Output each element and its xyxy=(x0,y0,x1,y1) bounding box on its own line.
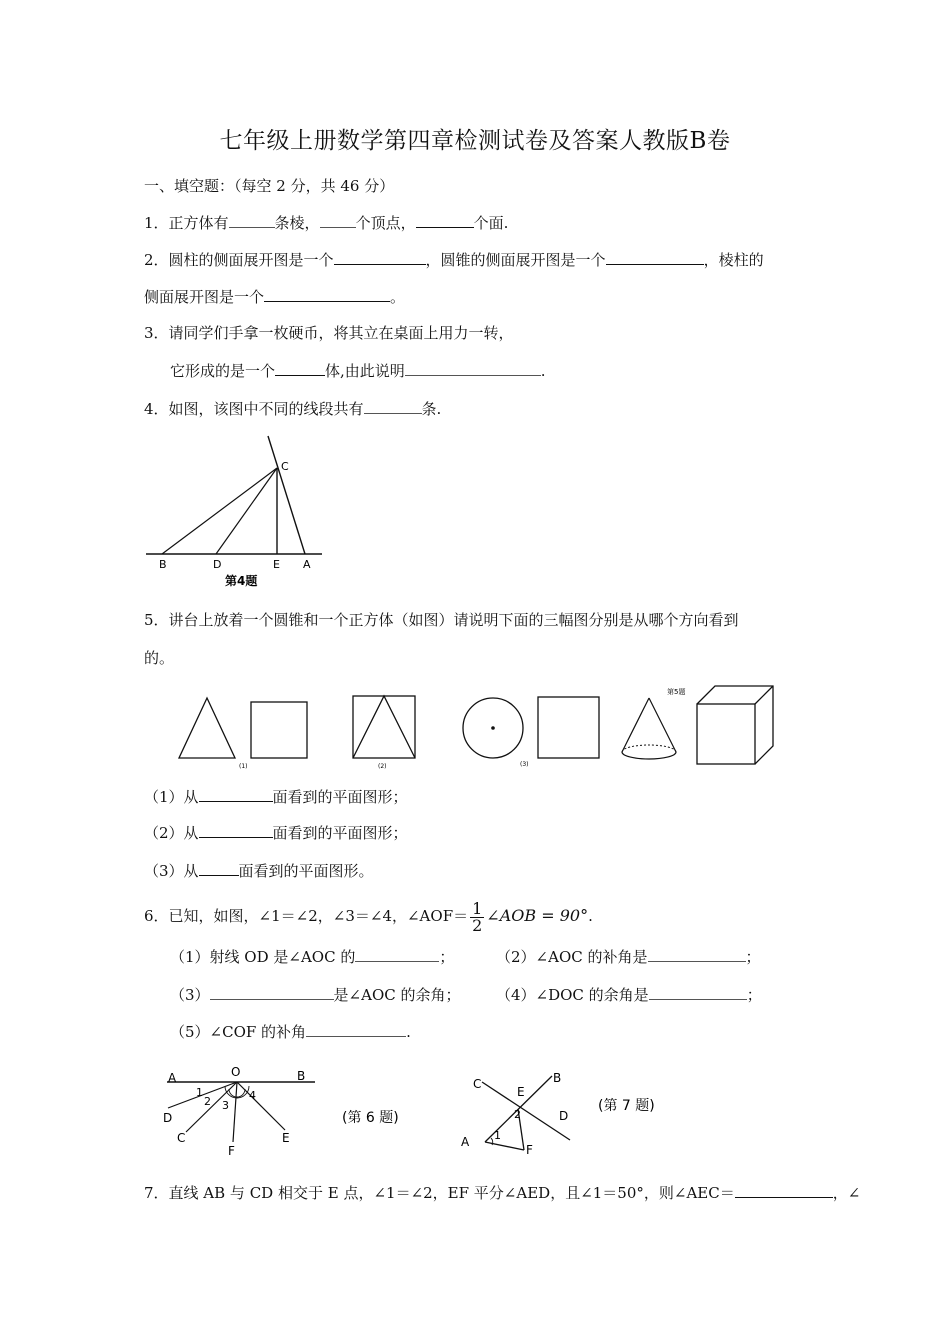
answer-blank[interactable] xyxy=(416,212,474,228)
answer-blank[interactable] xyxy=(405,360,541,376)
q1-text: 个顶点， xyxy=(355,214,416,232)
q1-text: 1．正方体有 xyxy=(144,214,229,232)
q5-part-text: （3）从 xyxy=(144,862,199,880)
q2-text: 2．圆柱的侧面展开图是一个 xyxy=(144,251,334,269)
question-6 xyxy=(144,896,593,936)
answer-blank[interactable] xyxy=(199,822,273,838)
q2-text: ，棱柱的 xyxy=(703,251,764,269)
q5-part-text: （1）从 xyxy=(144,788,199,806)
angle-label: 1 xyxy=(196,1086,203,1099)
q6-part-text: （2）∠AOC 的补角是 xyxy=(496,948,648,966)
section-heading: 一、填空题：（每空 2 分，共 46 分） xyxy=(144,177,395,195)
fraction-denominator: 2 xyxy=(472,915,483,935)
answer-blank[interactable] xyxy=(320,212,356,228)
answer-blank[interactable] xyxy=(364,398,422,414)
q6-text: 6．已知，如图，∠1＝∠2，∠3＝∠4，∠AOF＝ xyxy=(144,907,469,925)
question-6-part-5 xyxy=(170,1021,411,1042)
question-3: 3．请同学们手拿一枚硬币，将其立在桌面上用力一转， xyxy=(144,324,514,342)
point-label: D xyxy=(559,1109,569,1123)
q6-part-text: （4）∠DOC 的余角是 xyxy=(496,986,649,1004)
point-label: A xyxy=(303,558,311,571)
point-label: B xyxy=(553,1071,562,1085)
angle-label: 4 xyxy=(249,1089,256,1102)
angle-label: 2 xyxy=(514,1108,521,1121)
answer-blank[interactable] xyxy=(275,360,325,376)
q3-text: . xyxy=(540,362,546,380)
q5-part-text: 面看到的平面图形。 xyxy=(238,862,374,880)
point-label: A xyxy=(168,1071,177,1085)
view-label: (2) xyxy=(378,763,387,770)
point-label: B xyxy=(297,1069,306,1083)
figure-caption: 第5题 xyxy=(667,688,686,696)
q6-part-text: （3） xyxy=(170,986,210,1004)
q6-part-text: ； xyxy=(746,986,762,1004)
answer-blank[interactable] xyxy=(334,249,426,265)
question-5: 5．讲台上放着一个圆锥和一个正方体（如图）请说明下面的三幅图分别是从哪个方向看到 xyxy=(144,611,739,629)
figure-caption: 第4题 xyxy=(225,574,258,588)
point-label: E xyxy=(282,1131,290,1145)
figure-4 xyxy=(140,430,340,595)
q7-text: ，∠ xyxy=(832,1184,861,1202)
q6-part-text: . xyxy=(406,1023,411,1041)
q4-text: 4．如图，该图中不同的线段共有 xyxy=(144,400,364,418)
point-label: C xyxy=(177,1131,186,1145)
point-label: D xyxy=(163,1111,173,1125)
question-6-part-1 xyxy=(170,946,454,967)
q4-text: 条. xyxy=(421,400,442,418)
answer-blank[interactable] xyxy=(199,860,239,876)
answer-blank[interactable] xyxy=(355,946,439,962)
fraction-numerator: 1 xyxy=(472,898,483,918)
q6-part-text: 是∠AOC 的余角； xyxy=(333,986,461,1004)
point-label: D xyxy=(213,558,222,571)
question-2 xyxy=(144,249,764,270)
q6-part-text: （5）∠COF 的补角 xyxy=(170,1023,307,1041)
q6-text: . xyxy=(588,907,593,925)
point-label: B xyxy=(159,558,167,571)
q5-part-text: 面看到的平面图形； xyxy=(272,824,408,842)
q1-text: 个面. xyxy=(473,214,509,232)
figure-7 xyxy=(455,1068,685,1158)
q5-part-text: 面看到的平面图形； xyxy=(272,788,408,806)
answer-blank[interactable] xyxy=(648,946,746,962)
figure-6 xyxy=(155,1060,425,1162)
question-6-part-2 xyxy=(496,946,761,967)
q6-formula: ∠AOB = 90° xyxy=(486,906,589,925)
q3-text: 它形成的是一个 xyxy=(170,362,276,380)
question-6-part-3 xyxy=(170,984,461,1005)
question-5-part-2 xyxy=(144,822,408,843)
point-label: E xyxy=(273,558,280,571)
angle-label: 1 xyxy=(494,1129,501,1142)
answer-blank[interactable] xyxy=(606,249,704,265)
question-6-part-4 xyxy=(496,984,762,1005)
answer-blank[interactable] xyxy=(264,286,390,302)
fraction xyxy=(470,898,484,935)
question-7 xyxy=(144,1182,860,1203)
answer-blank[interactable] xyxy=(735,1182,833,1198)
q6-part-text: ； xyxy=(439,948,455,966)
view-label: (3) xyxy=(520,761,529,768)
point-label: F xyxy=(228,1144,235,1158)
figure-caption: (第 6 题) xyxy=(342,1110,399,1126)
answer-blank[interactable] xyxy=(306,1021,406,1037)
q2-text: 。 xyxy=(390,288,406,306)
figure-caption: (第 7 题) xyxy=(598,1098,655,1114)
point-label: C xyxy=(281,460,289,473)
angle-label: 3 xyxy=(222,1099,229,1112)
point-label: O xyxy=(231,1065,241,1079)
point-label: A xyxy=(461,1135,470,1149)
page-title: 七年级上册数学第四章检测试卷及答案人教版B卷 xyxy=(219,128,731,154)
q6-part-text: （1）射线 OD 是∠AOC 的 xyxy=(170,948,356,966)
question-4 xyxy=(144,398,441,419)
q3-text: 体,由此说明 xyxy=(325,362,405,380)
q7-text: 7．直线 AB 与 CD 相交于 E 点，∠1＝∠2，EF 平分∠AED，且∠1＝50°，则∠AEC＝ xyxy=(144,1184,735,1202)
question-1 xyxy=(144,212,508,233)
view-label: (1) xyxy=(239,763,248,770)
point-label: E xyxy=(517,1085,525,1099)
point-label: C xyxy=(473,1077,482,1091)
q6-part-text: ； xyxy=(745,948,761,966)
angle-label: 2 xyxy=(204,1095,211,1108)
q1-text: 条棱， xyxy=(274,214,320,232)
answer-blank[interactable] xyxy=(210,984,334,1000)
question-5-part-1 xyxy=(144,786,408,807)
figure-5 xyxy=(170,680,790,775)
answer-blank[interactable] xyxy=(199,786,273,802)
answer-blank[interactable] xyxy=(649,984,747,1000)
answer-blank[interactable] xyxy=(229,212,275,228)
q2-text: ，圆锥的侧面展开图是一个 xyxy=(425,251,606,269)
q5-part-text: （2）从 xyxy=(144,824,199,842)
question-5-cont: 的。 xyxy=(144,649,175,667)
q2-text: 侧面展开图是一个 xyxy=(144,288,265,306)
question-5-part-3 xyxy=(144,860,374,881)
point-label: F xyxy=(526,1143,533,1157)
question-3-cont xyxy=(170,360,546,381)
question-2-cont xyxy=(144,286,405,307)
